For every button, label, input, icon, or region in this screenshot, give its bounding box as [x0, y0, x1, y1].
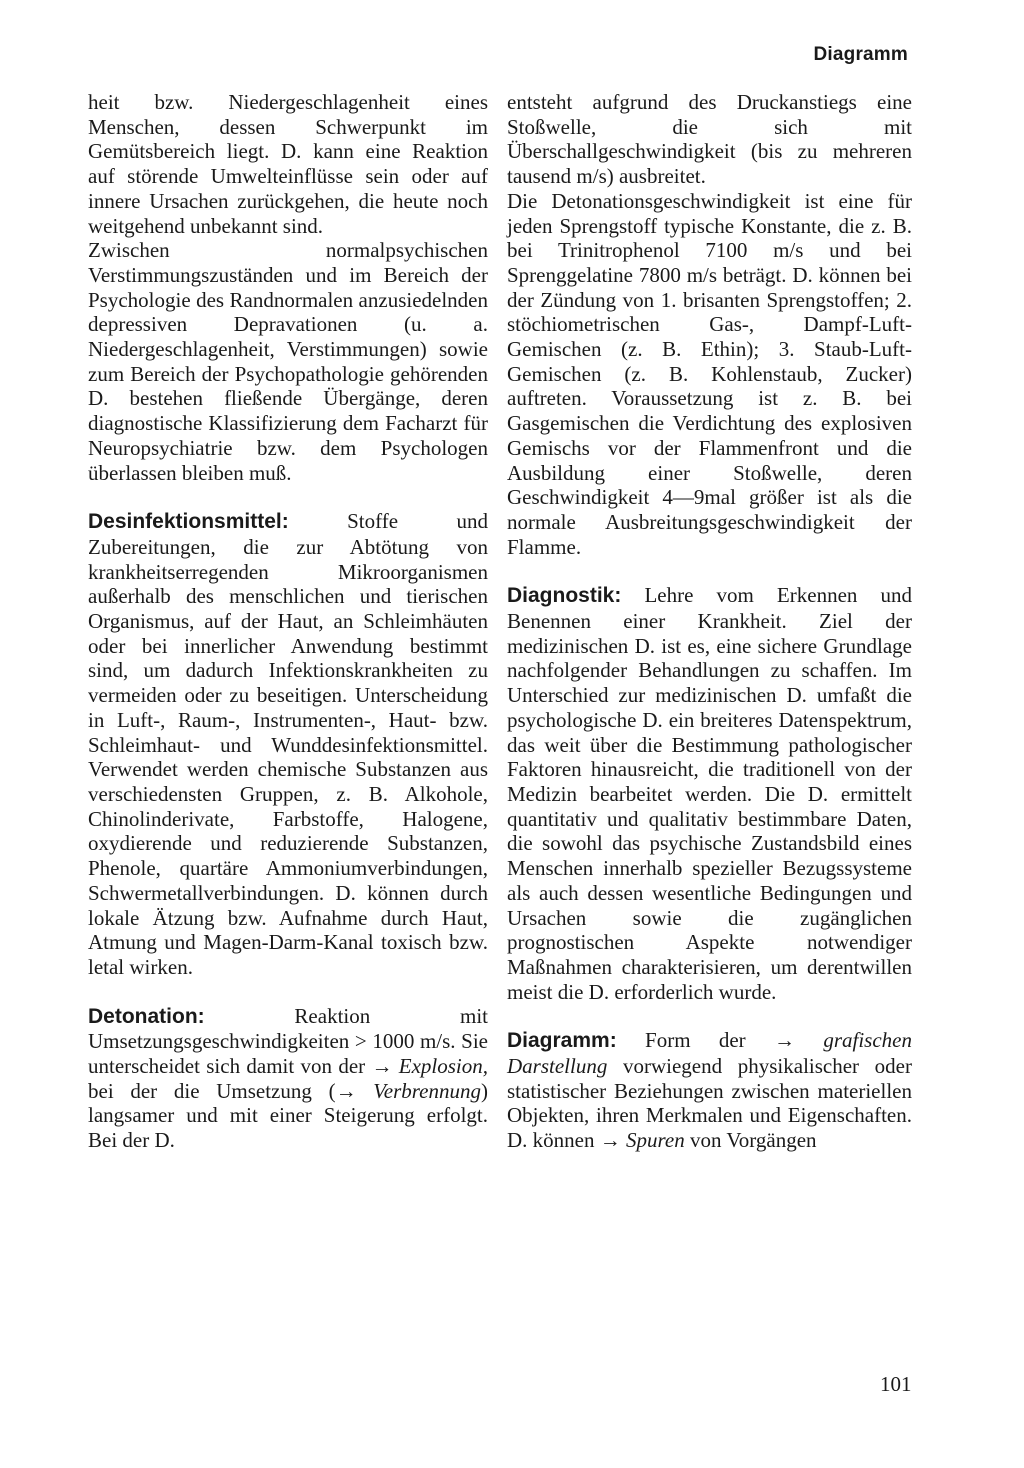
right-column	[507, 90, 912, 1153]
entry-term: Diagnostik:	[507, 584, 622, 608]
cross-reference: grafischen Darstellung	[507, 1028, 912, 1079]
entry-text: bei der die Umsetzung (→	[88, 1078, 374, 1103]
cross-reference: Explosion,	[398, 1054, 488, 1079]
paragraph-depression-continued: heit bzw. Niedergeschlagenheit eines Menschen, dessen Schwerpunkt im Gemütsbereich liegt. D. kann eine Reaktion auf störende Umwelteinflüsse sein oder auf innere Ursachen zurückgehen, die heute noch weitgehend unbekannt sind.	[88, 90, 488, 238]
entry-text: Stoffe und Zubereitungen, die zur Abtötung von krankheitserregenden Mikroorganismen außerhalb des menschlichen und tierischen Organismus, auf der Haut, an Schleimhäuten oder bei innerlicher Anwendung bestimmt sind, um dadurch Infektionskrankheiten zu vermeiden oder zu beseitigen. Unterscheidung in Luft-, Raum-, Instrumenten-, Haut- bzw. Schleimhaut- und Wunddesinfektionsmittel. Verwendet werden chemische Substanzen aus verschiedensten Gruppen, z. B. Alkohole, Chinolinderivate, Farbstoffe, Halogene, oxydierende und reduzierende Substanzen, Phenole, quartäre Ammoniumverbindungen, Schwermetallverbindungen. D. können durch lokale Ätzung bzw. Aufnahme durch Haut, Atmung und Magen-Darm-Kanal toxisch bzw. letal wirken.	[88, 509, 488, 979]
cross-reference: Verbrennung	[373, 1078, 481, 1103]
paragraph-detonation-continued: entsteht aufgrund des Druckanstiegs eine Stoßwelle, die sich mit Überschallgeschwindigkeit (bis zu mehreren tausend m/s) ausbreitet.	[507, 90, 912, 189]
entry-text: ) langsamer und mit einer Steigerung erfolgt. Bei der D.	[88, 1078, 488, 1153]
entry-term: Detonation:	[88, 1004, 205, 1028]
entry-desinfektionsmittel	[88, 509, 488, 979]
entry-text: von Vorgängen	[684, 1128, 817, 1153]
cross-reference: Spuren	[626, 1128, 685, 1153]
entry-diagramm	[507, 1028, 912, 1153]
entry-text: Form der →	[616, 1028, 824, 1053]
left-column	[88, 90, 488, 1153]
entry-detonation	[88, 1004, 488, 1153]
page-number: 101	[880, 1372, 912, 1396]
running-head: Diagramm	[813, 44, 908, 65]
entry-text: Lehre vom Erkennen und Benennen einer Krankheit. Ziel der medizinischen D. ist es, eine sichere Grundlage nachfolgender Behandlungen zu schaffen. Im Unterschied zur medizinischen D. umfaßt die psychologische D. ein breiteres Datenspektrum, das weit über die Bestimmung pathologischer Faktoren hinausreicht, die traditionell von der Medizin bearbeitet werden. Die D. ermittelt quantitativ und qualitativ bestimmbare Daten, die sowohl das psychische Zustandsbild eines Menschen innerhalb spezieller Bezugssysteme als auch dessen wesentliche Bedingungen und Ursachen sowie die zugänglichen prognostischen Aspekte notwendiger Maßnahmen charakterisieren, um derentwillen meist die D. erforderlich wurde.	[507, 583, 912, 1004]
entry-text: Reaktion mit Umsetzungsgeschwindigkeiten > 1000 m/s. Sie unterscheidet sich damit von der →	[88, 1003, 488, 1079]
entry-text: vorwiegend physikalischer oder statistischer Beziehungen zwischen materiellen Objekten, ihren Merkmalen und Eigenschaften. D. können →	[507, 1054, 912, 1153]
entry-term: Desinfektionsmittel:	[88, 510, 289, 534]
paragraph-detonation-velocity: Die Detonationsgeschwindigkeit ist eine für jeden Sprengstoff typische Konstante, die z. B. bei Trinitrophenol 7100 m/s und bei Sprenggelatine 7800 m/s beträgt. D. können bei der Zündung von 1. brisanten Sprengstoffen; 2. stöchiometrischen Gas-, Dampf-Luft-Gemischen (z. B. Ethin); 3. Staub-Luft-Gemischen (z. B. Kohlenstaub, Zucker) auftreten. Voraussetzung ist z. B. bei Gasgemischen die Verdichtung des explosiven Gemischs vor der Flammenfront und die Ausbildung einer Stoßwelle, deren Geschwindigkeit 4—9mal größer ist als die normale Ausbreitungsgeschwindigkeit der Flamme.	[507, 188, 912, 559]
paragraph-depression-transitions: Zwischen normalpsychischen Verstimmungszuständen und im Bereich der Psychologie des Randnormalen anzusiedelnden depressiven Depravationen (u. a. Niedergeschlagenheit, Verstimmungen) sowie zum Bereich der Psychopathologie gehörenden D. bestehen fließende Übergänge, deren diagnostische Klassifizierung dem Facharzt für Neuropsychiatrie bzw. dem Psychologen überlassen bleiben muß.	[88, 238, 488, 485]
entry-diagnostik	[507, 583, 912, 1004]
entry-term: Diagramm:	[507, 1029, 617, 1053]
